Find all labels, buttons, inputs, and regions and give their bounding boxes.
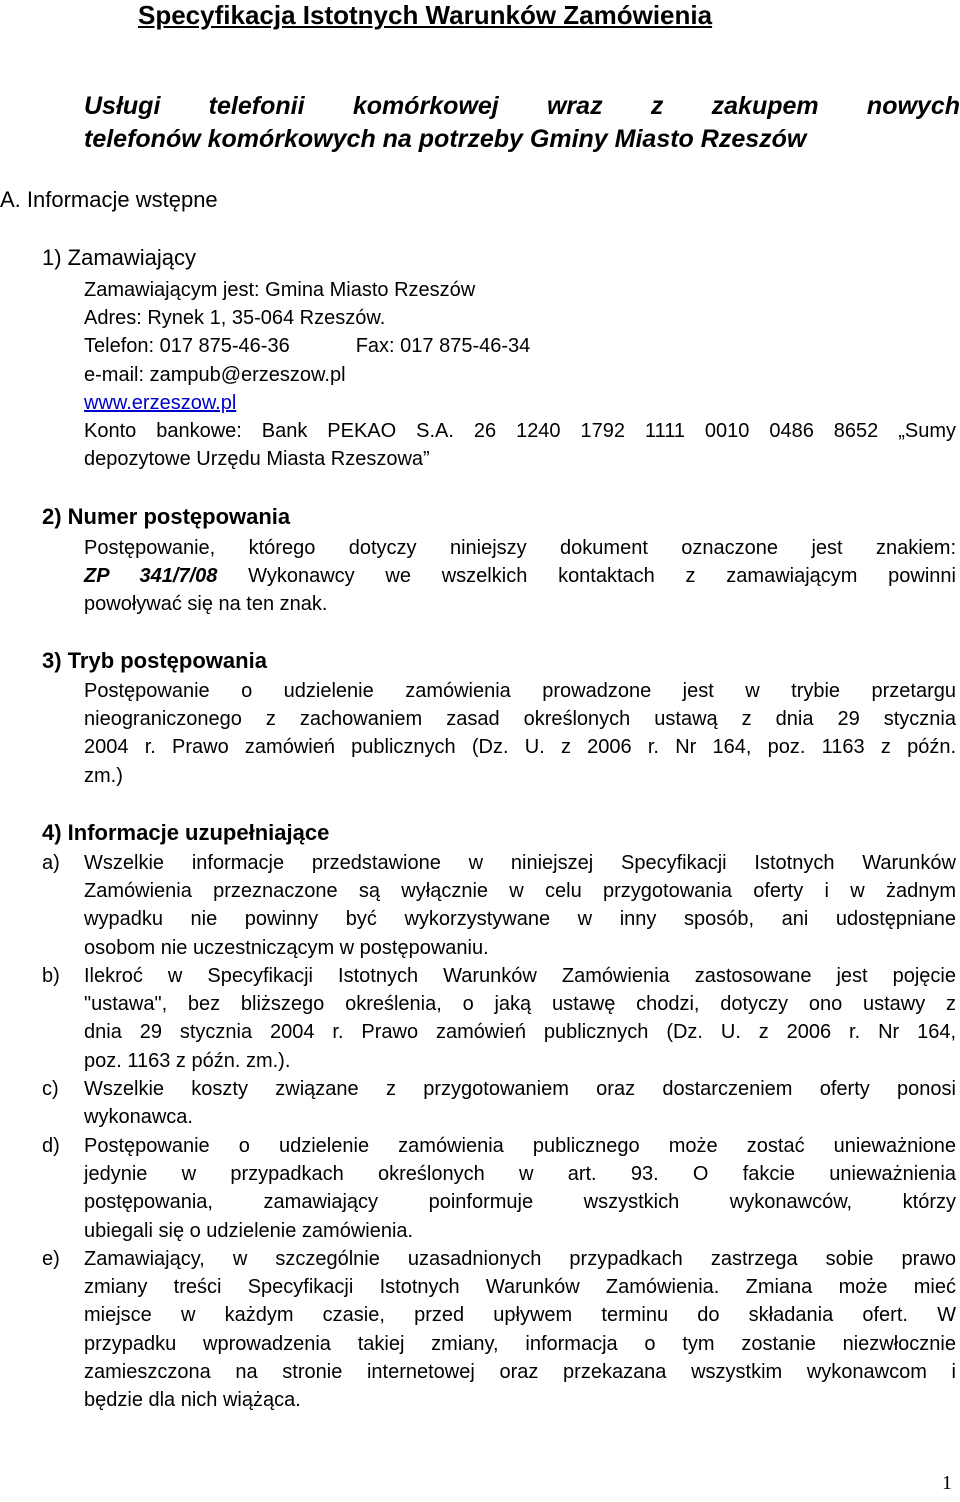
section-3-body	[84, 677, 956, 790]
section-3-line-2: nieograniczonego z zachowaniem zasad określonych ustawą z dnia 29 stycznia	[84, 708, 956, 731]
list-item-a	[42, 849, 956, 962]
list-item-line: ubiegali się o udzielenie zamówienia.	[84, 1219, 414, 1242]
section-2-line-2	[84, 562, 956, 590]
list-letter: d)	[42, 1135, 60, 1157]
document-subtitle	[84, 90, 960, 156]
list-item-line: przypadku wprowadzenia takiej zmiany, informacja o tym zostanie niezwłocznie	[84, 1332, 956, 1355]
section-2-body	[84, 534, 956, 619]
list-item-line: osobom nie uczestniczącym w postępowaniu.	[84, 936, 489, 959]
list-letter: c)	[42, 1078, 59, 1100]
list-letter: e)	[42, 1248, 60, 1270]
fax-text: Fax: 017 875-46-34	[355, 335, 531, 358]
address-line: Adres: Rynek 1, 35-064 Rzeszów.	[84, 307, 386, 330]
list-item-line: zmiany treści Specyfikacji Istotnych Warunków Zamówienia. Zmiana może mieć	[84, 1276, 956, 1299]
list-item-line: miejsce w każdym czasie, przed upływem terminu do składania ofert. W	[84, 1304, 956, 1327]
subtitle-line-2: telefonów komórkowych na potrzeby Gminy Miasto Rzeszów	[84, 125, 807, 153]
phone-fax-line	[84, 332, 956, 360]
list-item-line: Postępowanie o udzielenie zamówienia publicznego może zostać unieważnione	[84, 1135, 956, 1157]
list-item-line: Zamawiający, w szczególnie uzasadnionych przypadkach zastrzega sobie prawo	[84, 1248, 956, 1270]
list-item-d	[42, 1132, 956, 1245]
email-line: e-mail: zampub@erzeszow.pl	[84, 363, 346, 386]
bank-account-line-2: depozytowe Urzędu Miasta Rzeszowa”	[84, 448, 430, 471]
section-1-heading: 1) Zamawiający	[42, 245, 197, 270]
section-2-line-3: powoływać się na ten znak.	[84, 593, 328, 616]
section-2-line-1: Postępowanie, którego dotyczy niniejszy dokument oznaczone jest znakiem:	[84, 537, 956, 559]
section-3-line-4: zm.)	[84, 764, 123, 787]
list-item-line: wykonawca.	[84, 1106, 193, 1129]
section-3-line-3: 2004 r. Prawo zamówień publicznych (Dz. U. z 2006 r. Nr 164, poz. 1163 z późn.	[84, 736, 956, 759]
list-letter: a)	[42, 852, 60, 874]
subtitle-line-1: Usługi telefonii komórkowej wraz z zakupem nowych	[84, 92, 960, 120]
procedure-code: ZP 341/7/08	[84, 565, 218, 588]
list-item-e	[42, 1245, 956, 1414]
contracting-authority-line: Zamawiającym jest: Gmina Miasto Rzeszów	[84, 279, 476, 301]
list-item-line: jedynie w przypadkach określonych w art. 93. O fakcie unieważnienia	[84, 1163, 956, 1186]
list-item-line: będzie dla nich wiążąca.	[84, 1389, 301, 1412]
list-item-line: Wszelkie informacje przedstawione w niniejszej Specyfikacji Istotnych Warunków	[84, 852, 956, 874]
list-item-b	[42, 962, 956, 1075]
list-item-line: zamieszczona na stronie internetowej oraz przekazana wszystkim wykonawcom i	[84, 1360, 956, 1383]
list-item-line: postępowania, zamawiający poinformuje wszystkich wykonawców, którzy	[84, 1191, 956, 1214]
list-item-c	[42, 1075, 956, 1131]
phone-text: Telefon: 017 875-46-36	[84, 335, 290, 358]
website-link[interactable]: www.erzeszow.pl	[84, 391, 237, 414]
section-2-line-2-text: Wykonawcy we wszelkich kontaktach z zamawiającym powinni	[217, 565, 956, 588]
list-letter: b)	[42, 965, 60, 987]
section-3-line-1: Postępowanie o udzielenie zamówienia prowadzone jest w trybie przetargu	[84, 680, 956, 702]
section-4-heading: 4) Informacje uzupełniające	[42, 820, 330, 845]
list-item-line: wypadku nie powinny być wykorzystywane w inny sposób, ani udostępniane	[84, 908, 956, 931]
list-item-line: Zamówienia przeznaczone są wyłącznie w celu przygotowania oferty i w żadnym	[84, 880, 956, 903]
section-1-body	[84, 276, 956, 473]
list-item-line: "ustawa", bez bliższego określenia, o jaką ustawę chodzi, dotyczy ono ustawy z	[84, 993, 956, 1016]
section-a-heading: A. Informacje wstępne	[0, 187, 218, 212]
section-2-heading: 2) Numer postępowania	[42, 504, 291, 529]
list-item-line: Ilekroć w Specyfikacji Istotnych Warunków Zamówienia zastosowane jest pojęcie	[84, 965, 956, 987]
document-title: Specyfikacja Istotnych Warunków Zamówienia	[138, 0, 713, 30]
list-item-line: poz. 1163 z późn. zm.).	[84, 1049, 291, 1072]
list-item-line: dnia 29 stycznia 2004 r. Prawo zamówień publicznych (Dz. U. z 2006 r. Nr 164,	[84, 1021, 956, 1044]
section-3-heading: 3) Tryb postępowania	[42, 648, 267, 673]
page-number: 1	[942, 1472, 952, 1494]
list-item-line: Wszelkie koszty związane z przygotowaniem oraz dostarczeniem oferty ponosi	[84, 1078, 956, 1100]
bank-account-line-1: Konto bankowe: Bank PEKAO S.A. 26 1240 1792 1111 0010 0486 8652 „Sumy	[84, 420, 956, 443]
